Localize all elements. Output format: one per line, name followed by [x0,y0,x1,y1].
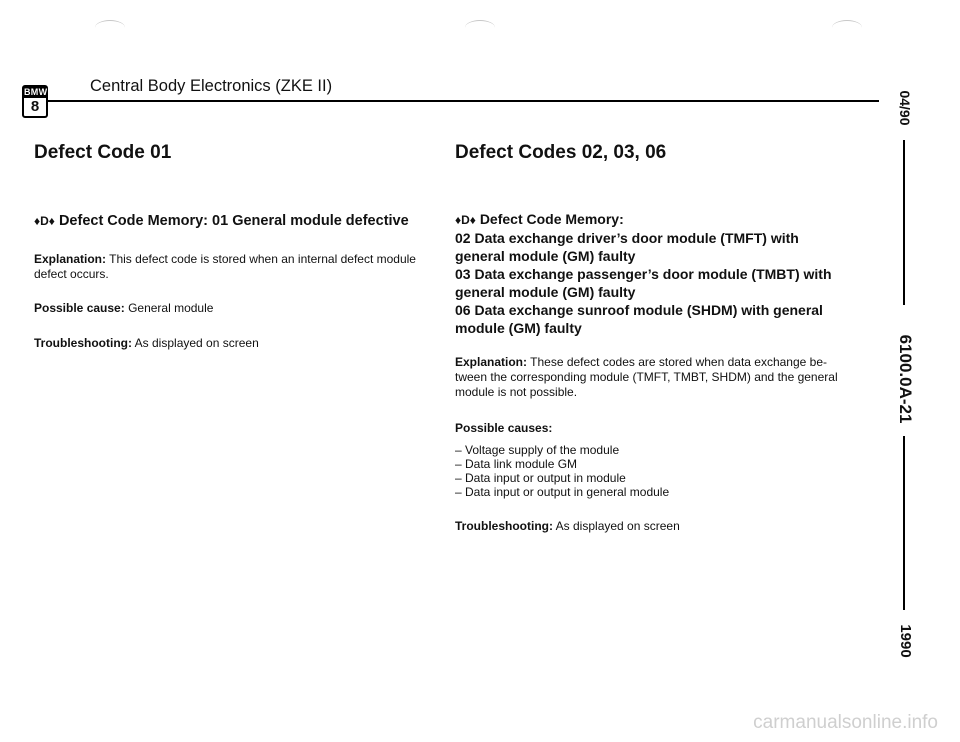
margin-rule-bottom [903,436,905,610]
left-memory-line [34,212,409,230]
right-explanation-label: Explanation: [455,355,528,369]
corner-mark-right [832,20,862,35]
diamond-d-icon: ♦D♦ [455,213,476,227]
right-heading: Defect Codes 02, 03, 06 [455,142,667,163]
code-line: 03 Data exchange passenger’s door module (TMBT) with [455,266,832,282]
list-item: – Data input or output in module [455,471,626,485]
margin-page-code: 6100.0A-21 [896,334,915,424]
logo-brand: BMW [24,87,48,97]
right-explanation-line1: These defect codes are stored when data exchange be- [530,355,827,369]
left-memory-text: Defect Code Memory: 01 General module defective [58,213,409,229]
bmw-logo [22,85,48,118]
header-rule [48,100,879,102]
right-causes-label-text: Possible causes: [455,421,553,435]
code-line: general module (GM) faulty [455,248,636,264]
left-trouble-label: Troubleshooting: [34,336,132,350]
code-line: 06 Data exchange sunroof module (SHDM) with general [455,302,823,318]
left-explanation-label: Explanation: [34,252,107,266]
right-explanation [455,355,885,400]
list-item: – Voltage supply of the module [455,443,620,457]
code-line: 02 Data exchange driver’s door module (TMFT) with [455,230,799,246]
list-item: – Data link module GM [455,457,578,471]
left-troubleshooting [34,336,259,351]
diamond-d-icon: ♦D♦ [34,214,55,228]
right-troubleshooting [455,519,680,534]
left-trouble-text: As displayed on screen [134,336,259,350]
right-explanation-line2: tween the corresponding module (TMFT, TMBT, SHDM) and the general [455,370,838,384]
margin-year: 1990 [897,624,914,658]
margin-date: 04/90 [897,90,913,126]
right-memory-title: Defect Code Memory: [479,211,624,227]
logo-series: 8 [30,98,40,115]
left-explanation [34,252,416,282]
watermark: carmanualsonline.info [753,712,938,733]
left-cause [34,301,213,316]
right-memory-block [455,210,885,337]
right-memory-title-line [455,210,885,229]
code-line: general module (GM) faulty [455,284,636,300]
margin-rule-top [903,140,905,305]
left-explanation-line2: defect occurs. [34,267,109,281]
corner-mark-center [465,20,495,35]
right-causes-label [455,421,552,436]
list-item: – Data input or output in general module [455,485,670,499]
left-cause-text: General module [128,301,214,315]
corner-mark-left [95,20,125,35]
left-explanation-line1: This defect code is stored when an internal defect module [109,252,416,266]
header-title: Central Body Electronics (ZKE II) [90,77,333,95]
left-heading: Defect Code 01 [34,142,172,163]
right-trouble-text: As displayed on screen [555,519,680,533]
right-explanation-line3: module is not possible. [455,385,578,399]
code-line: module (GM) faulty [455,320,582,336]
right-trouble-label: Troubleshooting: [455,519,553,533]
left-cause-label: Possible cause: [34,301,125,315]
causes-list [455,443,669,499]
